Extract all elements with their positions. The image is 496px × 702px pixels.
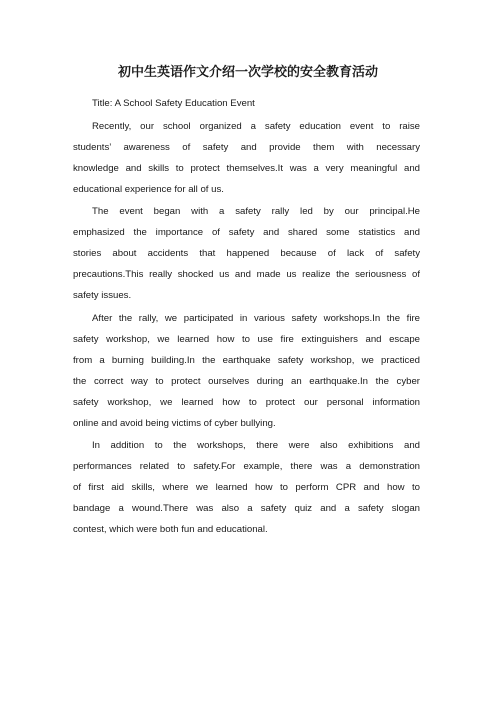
paragraph-2-line: precautions.This really shocked us and made us realize the seriousness of [73, 269, 420, 280]
paragraph-4-line: contest, which were both fun and educational. [73, 524, 268, 535]
paragraph-3-line: After the rally, we participated in various safety workshops.In the fire [92, 312, 420, 324]
paragraph-1-line: knowledge and skills to protect themselves.It was a very meaningful and [73, 162, 420, 174]
paragraph-1-line: students’ awareness of safety and provide them with necessary [73, 141, 420, 153]
paragraph-4-line: bandage a wound.There was also a safety quiz and a safety slogan [73, 503, 420, 514]
paragraph-4-line: performances related to safety.For example, there was a demonstration [73, 461, 420, 472]
paragraph-3-line: the correct way to protect ourselves during an earthquake.In the cyber [73, 375, 420, 387]
paragraph-1-line: Recently, our school organized a safety education event to raise [92, 120, 420, 132]
paragraph-4-line: of first aid skills, where we learned how to perform CPR and how to [73, 482, 420, 493]
paragraph-2-line: stories about accidents that happened because of lack of safety [73, 248, 420, 259]
paragraph-2-line: safety issues. [73, 290, 132, 301]
essay-title-line: Title: A School Safety Education Event [92, 98, 255, 109]
paragraph-3-line: from a burning building.In the earthquake safety workshop, we practiced [73, 354, 420, 366]
paragraph-2-line: emphasized the importance of safety and shared some statistics and [73, 227, 420, 238]
paragraph-3-line: online and avoid being victims of cyber bullying. [73, 417, 276, 429]
paragraph-1-line: educational experience for all of us. [73, 183, 224, 195]
paragraph-3-line: safety workshop, we learned how to protect our personal information [73, 396, 420, 408]
paragraph-4-line: In addition to the workshops, there were also exhibitions and [92, 440, 420, 451]
document-body [73, 93, 420, 540]
paragraph-3-line: safety workshop, we learned how to use fire extinguishers and escape [73, 333, 420, 345]
document-title: 初中生英语作文介绍一次学校的安全教育活动 [117, 65, 378, 80]
paragraph-2-line: The event began with a safety rally led by our principal.He [92, 206, 420, 217]
